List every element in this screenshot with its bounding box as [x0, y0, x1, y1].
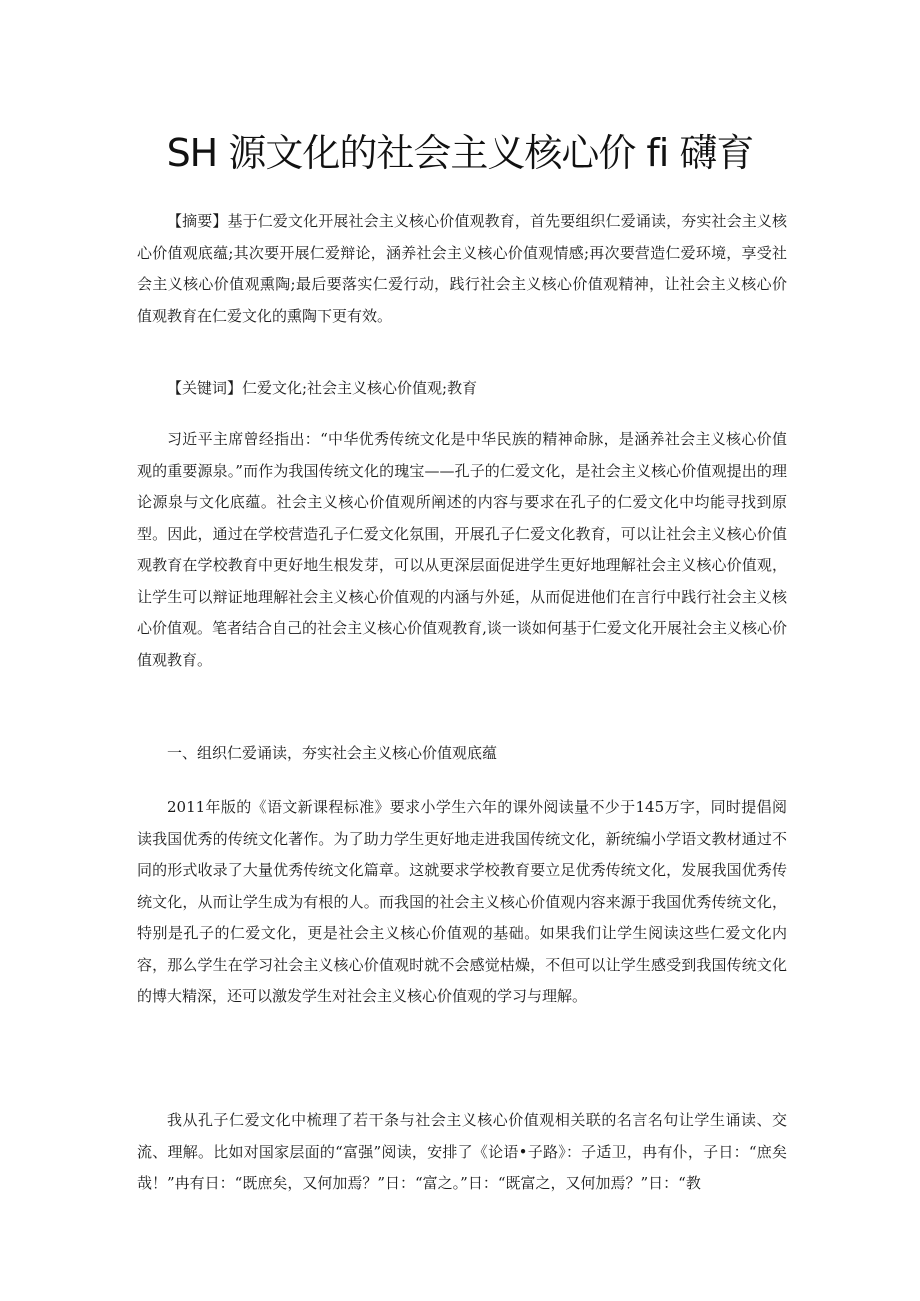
- body-paragraph-1: 习近平主席曾经指出：“中华优秀传统文化是中华民族的精神命脉，是涵养社会主义核心价值观的重要源泉。”而作为我国传统文化的瑰宝——孔子的仁爱文化，是社会主义核心价值观提出的理论源泉与文化底蕴。社会主义核心价值观所阐述的内容与要求在孔子的仁爱文化中均能寻找到原型。因此，通过在学校营造孔子仁爱文化氛围，开展孔子仁爱文化教育，可以让社会主义核心价值观教育在学校教育中更好地生根发芽，可以从更深层面促进学生更好地理解社会主义核心价值观，让学生可以辩证地理解社会主义核心价值观的内涵与外延，从而促进他们在言行中践行社会主义核心价值观。笔者结合自己的社会主义核心价值观教育,谈一谈如何基于仁爱文化开展社会主义核心价值观教育。: [137, 430, 787, 669]
- body-paragraph-3: 我从孔子仁爱文化中梳理了若干条与社会主义核心价值观相关联的名言名句让学生诵读、交流、理解。比如对国家层面的“富强”阅读，安排了《论语•子路》：子适卫，冉有仆，子日：“庶矣哉！”冉有日：“既庶矣，又何加焉？”日：“富之。”日：“既富之，又何加焉？”日：“教: [137, 1111, 787, 1192]
- keywords-line: 【关键词】仁爱文化;社会主义核心价值观;教育: [167, 379, 478, 397]
- abstract-paragraph: 【摘要】基于仁爱文化开展社会主义核心价值观教育，首先要组织仁爱诵读，夯实社会主义核心价值观底蕴;其次要开展仁爱辩论，涵养社会主义核心价值观情感;再次要营造仁爱环境，享受社会主义核心价值观熏陶;最后要落实仁爱行动，践行社会主义核心价值观精神，让社会主义核心价值观教育在仁爱文化的熏陶下更有效。: [137, 212, 787, 325]
- body-paragraph-2: 2011年版的《语文新课程标准》要求小学生六年的课外阅读量不少于145万字，同时提倡阅读我国优秀的传统文化著作。为了助力学生更好地走进我国传统文化，新统编小学语文教材通过不同的形式收录了大量优秀传统文化篇章。这就要求学校教育要立足优秀传统文化，发展我国优秀传统文化，从而让学生成为有根的人。而我国的社会主义核心价值观内容来源于我国优秀传统文化，特别是孔子的仁爱文化，更是社会主义核心价值观的基础。如果我们让学生阅读这些仁爱文化内容，那么学生在学习社会主义核心价值观时就不会感觉枯燥，不但可以让学生感受到我国传统文化的博大精深，还可以激发学生对社会主义核心价值观的学习与理解。: [137, 798, 787, 1005]
- section-heading-1: 一、组织仁爱诵读，夯实社会主义核心价值观底蕴: [167, 744, 498, 762]
- document-title: SH 源文化的社会主义核心价 fi 礴育: [166, 131, 754, 175]
